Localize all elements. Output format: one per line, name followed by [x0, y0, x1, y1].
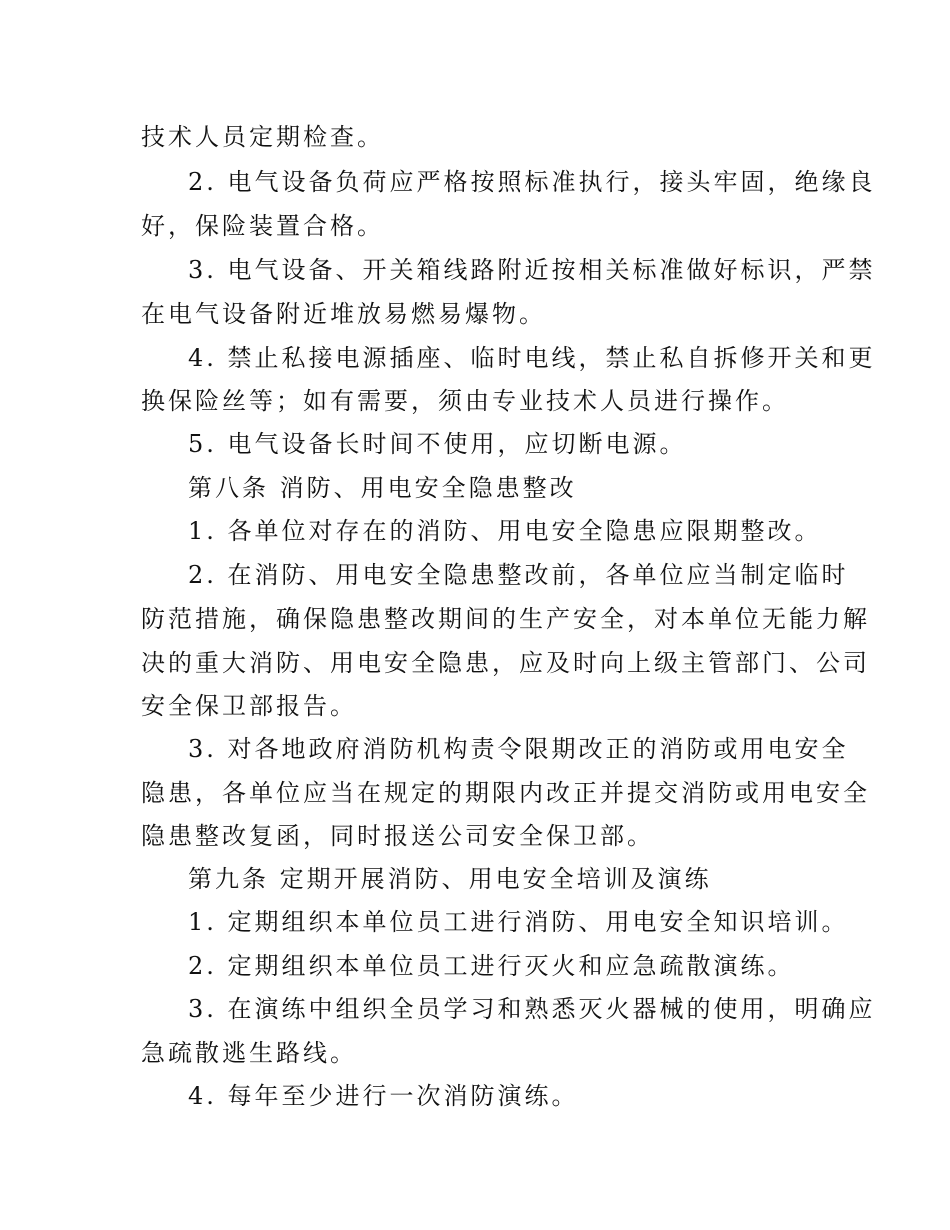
text-line: 3. 电气设备、开关箱线路附近按相关标准做好标识，严禁 — [188, 256, 876, 284]
text-line: 4. 每年至少进行一次消防演练。 — [188, 1082, 579, 1110]
text-line: 在电气设备附近堆放易燃易爆物。 — [141, 300, 546, 328]
section-heading: 第八条 消防、用电安全隐患整改 — [188, 474, 577, 502]
text-line: 决的重大消防、用电安全隐患，应及时向上级主管部门、公司 — [141, 649, 870, 677]
text-line: 4. 禁止私接电源插座、临时电线，禁止私自拆修开关和更 — [188, 344, 876, 372]
text-line: 5. 电气设备长时间不使用，应切断电源。 — [188, 430, 687, 458]
text-line: 换保险丝等；如有需要，须由专业技术人员进行操作。 — [141, 387, 789, 415]
text-line: 好，保险装置合格。 — [141, 212, 384, 240]
text-line: 防范措施，确保隐患整改期间的生产安全，对本单位无能力解 — [141, 605, 870, 633]
text-line: 2. 在消防、用电安全隐患整改前，各单位应当制定临时 — [188, 561, 849, 589]
text-line: 安全保卫部报告。 — [141, 692, 357, 720]
text-line: 2. 定期组织本单位员工进行灭火和应急疏散演练。 — [188, 952, 795, 980]
text-line: 3. 在演练中组织全员学习和熟悉灭火器械的使用，明确应 — [188, 995, 876, 1023]
text-line: 1. 定期组织本单位员工进行消防、用电安全知识培训。 — [188, 908, 849, 936]
text-line: 3. 对各地政府消防机构责令限期改正的消防或用电安全 — [188, 735, 849, 763]
text-line: 2. 电气设备负荷应严格按照标准执行，接头牢固，绝缘良 — [188, 168, 876, 196]
text-line: 隐患整改复函，同时报送公司安全保卫部。 — [141, 822, 654, 850]
section-heading: 第九条 定期开展消防、用电安全培训及演练 — [188, 865, 712, 893]
text-line: 技术人员定期检查。 — [141, 123, 384, 151]
text-line: 隐患，各单位应当在规定的期限内改正并提交消防或用电安全 — [141, 779, 870, 807]
text-line: 急疏散逃生路线。 — [141, 1039, 357, 1067]
text-line: 1. 各单位对存在的消防、用电安全隐患应限期整改。 — [188, 517, 822, 545]
